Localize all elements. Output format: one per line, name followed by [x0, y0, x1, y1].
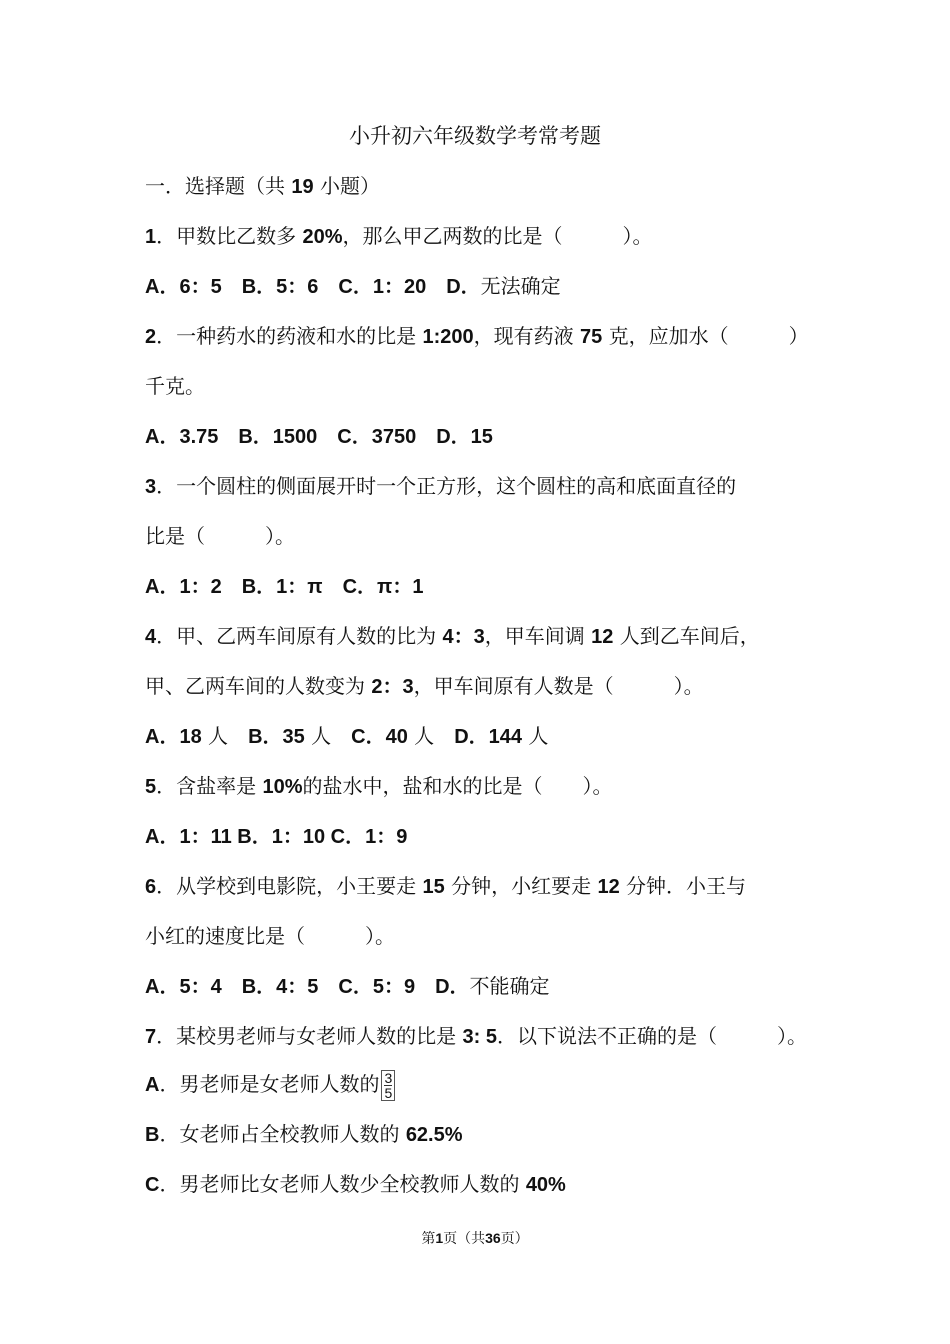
question-4: 4．甲、乙两车间原有人数的比为 4：3，甲车间调 12 人到乙车间后，	[145, 624, 760, 648]
question-3-options: A．1：2 B．1：π C．π：1	[145, 576, 424, 598]
page-footer: 第1页（共36页）	[421, 1230, 529, 1247]
question-3: 3．一个圆柱的侧面展开时一个正方形，这个圆柱的高和底面直径的	[145, 474, 737, 498]
question-6: 6．从学校到电影院，小王要走 15 分钟，小红要走 12 分钟．小王与	[145, 874, 747, 898]
question-1-options: A．6：5 B．5：6 C．1：20 D．无法确定	[145, 274, 561, 298]
question-2-line-2: 千克。	[145, 374, 205, 398]
section-heading: 一．选择题（共 19 小题）	[145, 174, 380, 198]
question-5: 5．含盐率是 10%的盐水中，盐和水的比是（ ）。	[145, 774, 613, 798]
question-4-options: A．18 人 B．35 人 C．40 人 D．144 人	[145, 724, 549, 748]
question-6-options: A．5：4 B．4：5 C．5：9 D．不能确定	[145, 974, 550, 998]
question-7-option-a: A．男老师是女老师人数的 $\frac{3}{5}$	[145, 1066, 845, 1103]
question-2-options: A．3.75 B．1500 C．3750 D．15	[145, 426, 493, 448]
question-6-line-2: 小红的速度比是（ ）。	[145, 924, 395, 948]
question-2: 2．一种药水的药液和水的比是 1:200，现有药液 75 克，应加水（ ）	[145, 324, 809, 348]
question-1: 1．甲数比乙数多 20%，那么甲乙两数的比是（ ）。	[145, 224, 653, 248]
fraction-three-fifths: $\frac{3}{5}$	[381, 1070, 395, 1101]
question-7: 7．某校男老师与女老师人数的比是 3: 5．以下说法不正确的是（ ）。	[145, 1024, 807, 1048]
question-7-option-b: B．女老师占全校教师人数的 62.5%	[145, 1122, 463, 1146]
page-title: 小升初六年级数学考常考题	[349, 124, 601, 148]
question-5-options: A．1：11 B．1：10 C．1：9	[145, 826, 408, 848]
question-7-option-c: C．男老师比女老师人数少全校教师人数的 40%	[145, 1172, 566, 1196]
question-4-line-2: 甲、乙两车间的人数变为 2：3，甲车间原有人数是（ ）。	[145, 674, 704, 698]
question-3-line-2: 比是（ ）。	[145, 524, 295, 548]
